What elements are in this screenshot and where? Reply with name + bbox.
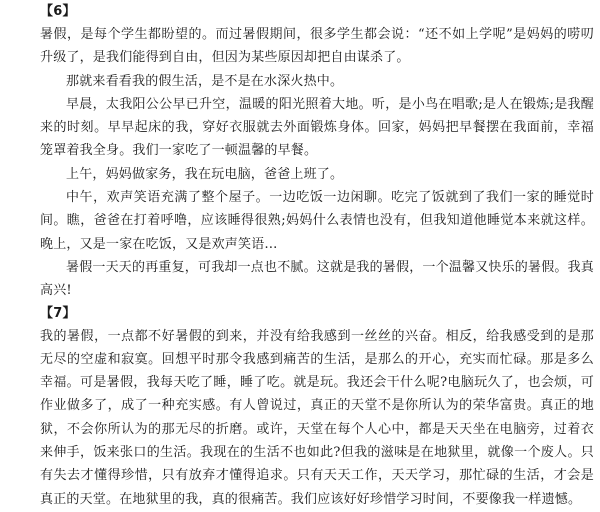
paragraph: 那就来看看我的假生活，是不是在水深火热中。 [66, 73, 344, 89]
paragraph: 暑假一天天的再重复，可我却一点也不腻。这就是我的暑假，一个温馨又快乐的暑假。我真高兴! [40, 259, 595, 299]
essay-section-7 [40, 303, 594, 511]
paragraph: 中午，欢声笑语充满了整个屋子。一边吃饭一边闲聊。吃完了饭就到了我们一家的睡觉时间。瞧，爸爸在打着呼噜，应该睡得很熟;妈妈什么表情也没有，但我知道他睡觉本来就这样。晚上，又是一家在吃饭，又是欢声笑语… [40, 190, 594, 252]
section-heading-6: 【6】 [40, 4, 76, 19]
section-heading-7: 【7】 [40, 305, 76, 321]
essay-section-6 [40, 1, 594, 303]
paragraph: 早晨，太我阳公公早已升空，温暖的阳光照着大地。听，是小鸟在唱歌;是人在锻炼;是我醒来的时刻。早早起床的我，穿好衣服就去外面锻炼身体。回家，妈妈把早餐摆在我面前，幸福笼罩着我全身。我们一家吃了一顿温馨的早餐。 [40, 96, 594, 159]
paragraph: 我的暑假，一点都不好暑假的到来，并没有给我感到一丝丝的兴奋。相反，给我感受到的是那无尽的空虚和寂寞。回想平时那令我感到痛苦的生活，是那么的开心，充实而忙碌。那是多么幸福。可是暑假，我每天吃了睡，睡了吃。就是玩。我还会干什么呢?电脑玩久了，也会烦，可作业做多了，成了一种充实感。有人曾说过，真正的天堂不是你所认为的荣华富贵。真正的地狱，不会你所认为的那无尽的折磨。或许，天堂在每个人心中，都是天天坐在电脑旁，过着衣来伸手，饭来张口的生活。我现在的生活不也如此?但我的滋味是在地狱里，就像一个废人。只有失去才懂得珍惜，只有放弃才懂得追求。只有天天工作，天天学习，那忙碌的生活，才会是真正的天堂。在地狱里的我，真的很痛苦。我们应该好好珍惜学习时间，不要像我一样遗憾。 [40, 328, 594, 507]
paragraph: 上午，妈妈做家务，我在玩电脑，爸爸上班了。 [66, 166, 344, 182]
paragraph: 暑假，是每个学生都盼望的。而过暑假期间，很多学生都会说：“还不如上学呢”是妈妈的唠叨升级了，是我们能得到自由，但因为某些原因却把自由谋杀了。 [40, 27, 594, 66]
